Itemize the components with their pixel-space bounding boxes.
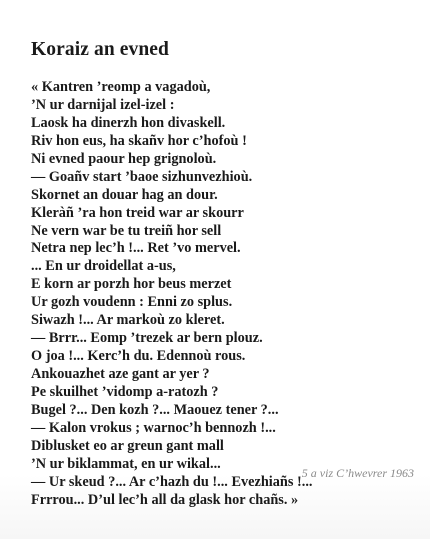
poem-line: — Brrr... Eomp ’trezek ar bern plouz. bbox=[31, 330, 263, 347]
poem-line: Siwazh !... Ar markoù zo kleret. bbox=[31, 312, 225, 329]
poem-line: « Kantren ’reomp a vagadoù, bbox=[31, 79, 211, 95]
poem-line: Ne vern war be tu treiñ hor sell bbox=[31, 222, 222, 239]
poem-body bbox=[31, 79, 421, 510]
poem-line: Netra nep lec’h !... Ret ’vo mervel. bbox=[31, 240, 241, 257]
poem-line: O joa !... Kerc’h du. Edennoù rous. bbox=[31, 348, 246, 365]
poem-line: Skornet an douar hag an dour. bbox=[31, 186, 218, 203]
poem-line: Diblusket eo ar greun gant mall bbox=[31, 437, 224, 454]
poem-line: — Goañv start ’baoe sizhunvezhioù. bbox=[31, 168, 253, 185]
poem-line: Riv hon eus, ha skañv hor c’hofoù ! bbox=[31, 132, 247, 149]
poem-line: Frrrou... D’ul lec’h all da glask hor chañs. » bbox=[31, 491, 299, 508]
poem-line: Laosk ha dinerzh hon divaskell. bbox=[31, 114, 226, 131]
poem-line: Kleràñ ’ra hon treid war ar skourr bbox=[31, 204, 244, 221]
poem-line: Ni evned paour hep grignoloù. bbox=[31, 150, 217, 167]
poem-line: Bugel ?... Den kozh ?... Maouez tener ?... bbox=[31, 401, 279, 418]
poem-line: ’N ur darnijal izel-izel : bbox=[31, 96, 175, 113]
poem-line: Ur gozh voudenn : Enni zo splus. bbox=[31, 294, 233, 311]
poem-date: 5 a viz C’hwevrer 1963 bbox=[301, 466, 414, 480]
poem-line: Ankouazhet aze gant ar yer ? bbox=[31, 366, 210, 382]
poem-line: Pe skuilhet ’vidomp a-ratozh ? bbox=[31, 383, 219, 400]
poem-line: ... En ur droidellat a-us, bbox=[31, 258, 176, 275]
poem-title: Koraiz an evned bbox=[31, 39, 169, 60]
poem-line: E korn ar porzh hor beus merzet bbox=[31, 276, 232, 293]
poem-line: — Ur skeud ?... Ar c’hazh du !... Evezhiañs !... bbox=[31, 473, 313, 490]
poem-line: — Kalon vrokus ; warnoc’h bennozh !... bbox=[31, 419, 276, 436]
poem-line: ’N ur biklammat, en ur wikal... bbox=[31, 455, 221, 472]
